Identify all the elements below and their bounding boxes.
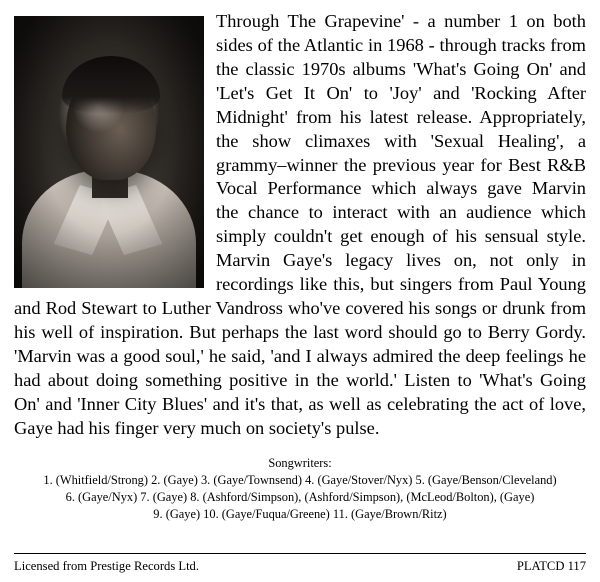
songwriters-line: 1. (Whitfield/Strong) 2. (Gaye) 3. (Gaye/Townsend) 4. (Gaye/Stover/Nyx) 5. (Gaye/Benson/Cleveland) [43,472,557,487]
catalogue-number: PLATCD 117 [516,559,586,573]
photo-vignette [14,16,204,288]
footer-divider [14,553,586,554]
songwriters-heading: Songwriters: [268,455,332,470]
songwriters-line: 9. (Gaye) 10. (Gaye/Fuqua/Greene) 11. (Gaye/Brown/Ritz) [153,506,447,521]
songwriters-line: 6. (Gaye/Nyx) 7. (Gaye) 8. (Ashford/Simpson), (Ashford/Simpson), (McLeod/Bolton), (Gaye) [65,489,535,504]
liner-notes-paragraph: Through The Grapevine' - a number 1 on both sides of the Atlantic in 1968 - through tracks from the classic 1970s albums 'What's Going On' and 'Let's Get It On' to 'Joy' and 'Rocking After Midnight' from his latest release. Appropriately, the show climaxes with 'Sexual Healing', a grammy–winner the previous year for Best R&B Vocal Performance which always gave Marvin the chance to interact with an audience which simply couldn't get enough of his sensual style. Marvin Gaye's legacy lives on, not only in recordings like this, but singers from Paul Young and Rod Stewart to Luther Vandross who've covered his songs or drunk from his well of inspiration. But perhaps the last word should go to Berry Gordy. 'Marvin was a good soul,' he said, 'and I always admired the deep feelings he had about doing something positive in the world.' Listen to 'What's Going On' and 'Inner City Blues' and it's that, as well as celebrating the act of love, Gaye had his finger very much on society's pulse. [14,11,586,438]
marvin-gaye-portrait-photo [14,16,204,288]
license-text: Licensed from Prestige Records Ltd. [14,559,200,573]
songwriters-credits [14,455,586,523]
page-footer [14,559,586,574]
